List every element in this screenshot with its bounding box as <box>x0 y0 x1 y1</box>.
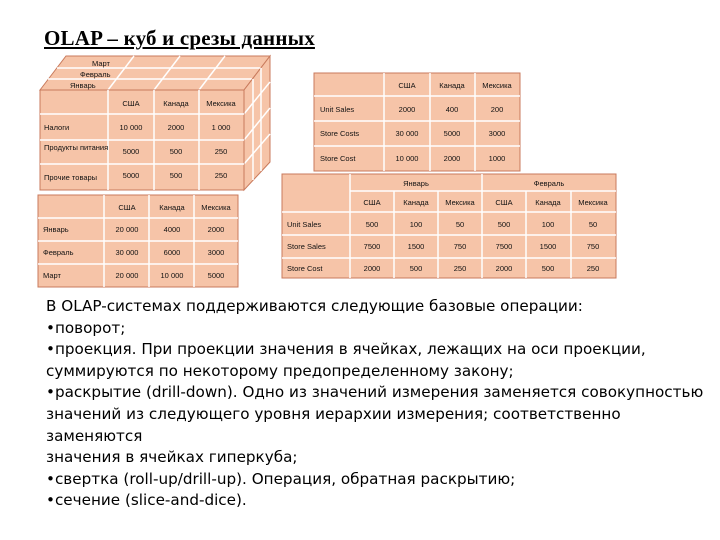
table-row-label: Store Cost <box>320 154 356 163</box>
text-line: суммируются по некоторому предопределенному закону; <box>46 361 514 380</box>
table-cell: 4000 <box>163 225 181 234</box>
text-line: В OLAP-системах поддерживаются следующие базовые операции: <box>46 297 583 315</box>
table-cell: 3000 <box>488 129 506 138</box>
table-group-header: Февраль <box>533 179 565 188</box>
table-cell: 2000 <box>495 264 513 273</box>
slice-table-months <box>38 195 238 287</box>
table-cell: 2000 <box>363 264 381 273</box>
table-cell: 3000 <box>207 248 225 257</box>
table-row-label: Февраль <box>43 248 74 257</box>
table-cell: 10 000 <box>395 154 419 163</box>
cube-month-label: Март <box>92 59 110 68</box>
table-cell: 2000 <box>398 105 416 114</box>
slice-table-months-countries <box>282 174 616 278</box>
table-header: Мексика <box>482 81 512 90</box>
cube-cell: 500 <box>169 147 183 156</box>
table-cell: 1000 <box>488 154 506 163</box>
olap-cube <box>40 56 270 190</box>
table-group-header: Январь <box>403 179 429 188</box>
cube-row-label: Продукты питания <box>44 143 109 152</box>
table-cell: 7500 <box>495 242 513 251</box>
table-cell: 500 <box>497 220 511 229</box>
table-cell: 100 <box>541 220 555 229</box>
table-header: США <box>363 198 381 207</box>
table-cell: 20 000 <box>115 271 139 280</box>
table-cell: 500 <box>365 220 379 229</box>
text-line: •поворот; <box>46 318 126 337</box>
slice-table-products <box>314 73 520 171</box>
text-line: •раскрытие (drill-down). Одно из значений измерения заменяется совокупностью <box>46 383 704 402</box>
table-cell: 250 <box>453 264 467 273</box>
text-line: •проекция. При проекции значения в ячейках, лежащих на оси проекции, <box>46 340 646 359</box>
table-cell: 5000 <box>443 129 461 138</box>
table-header: Канада <box>159 203 185 212</box>
cube-row-label: Прочие товары <box>44 173 98 182</box>
table-row-label: Store Costs <box>320 129 360 138</box>
cube-row-label: Налоги <box>44 123 70 132</box>
cube-cell: 250 <box>214 147 228 156</box>
table-cell: 1500 <box>407 242 425 251</box>
table-row-label: Unit Sales <box>287 220 322 229</box>
table-cell: 50 <box>455 220 465 229</box>
table-cell: 6000 <box>163 248 181 257</box>
table-header: США <box>118 203 136 212</box>
table-header: Мексика <box>578 198 608 207</box>
table-cell: 20 000 <box>115 225 139 234</box>
table-cell: 50 <box>588 220 598 229</box>
table-row-label: Unit Sales <box>320 105 355 114</box>
table-header: Канада <box>403 198 429 207</box>
table-cell: 250 <box>586 264 600 273</box>
table-cell: 2000 <box>443 154 461 163</box>
table-cell: 5000 <box>207 271 225 280</box>
cube-cell: 1 000 <box>211 123 231 132</box>
cube-cell: 2000 <box>167 123 185 132</box>
operations-description <box>46 296 706 512</box>
page-title: OLAP – куб и срезы данных <box>44 26 315 50</box>
text-line: •сечение (slice-and-dice). <box>46 491 247 510</box>
table-cell: 10 000 <box>160 271 184 280</box>
cube-cell: 5000 <box>122 147 140 156</box>
text-line: •свертка (roll-up/drill-up). Операция, обратная раскрытию; <box>46 469 516 488</box>
table-header: США <box>398 81 416 90</box>
table-header: США <box>495 198 513 207</box>
table-header: Мексика <box>445 198 475 207</box>
cube-cell: 5000 <box>122 171 140 180</box>
table-cell: 30 000 <box>115 248 139 257</box>
cube-cell: 500 <box>169 171 183 180</box>
cube-column-header: США <box>122 99 140 108</box>
cube-column-header: Мексика <box>206 99 236 108</box>
table-cell: 1500 <box>539 242 557 251</box>
cube-cell: 10 000 <box>119 123 143 132</box>
table-row-label: Март <box>43 271 61 280</box>
table-row-label: Store Cost <box>287 264 323 273</box>
table-row-label: Январь <box>43 225 69 234</box>
table-cell: 750 <box>453 242 467 251</box>
table-cell: 400 <box>445 105 459 114</box>
table-row-label: Store Sales <box>287 242 326 251</box>
table-cell: 100 <box>409 220 423 229</box>
table-cell: 500 <box>409 264 423 273</box>
table-header: Канада <box>439 81 465 90</box>
cube-month-label: Февраль <box>80 70 111 79</box>
table-cell: 750 <box>586 242 600 251</box>
table-cell: 2000 <box>207 225 225 234</box>
cube-column-header: Канада <box>163 99 189 108</box>
text-line: значения в ячейках гиперкуба; <box>46 448 298 467</box>
table-cell: 7500 <box>363 242 381 251</box>
table-header: Мексика <box>201 203 231 212</box>
table-cell: 200 <box>490 105 504 114</box>
cube-cell: 250 <box>214 171 228 180</box>
table-cell: 500 <box>541 264 555 273</box>
table-header: Канада <box>535 198 561 207</box>
text-line: значений из следующего уровня иерархии измерения; соответственно заменяются <box>46 404 621 445</box>
cube-month-label: Январь <box>70 81 96 90</box>
table-cell: 30 000 <box>395 129 419 138</box>
